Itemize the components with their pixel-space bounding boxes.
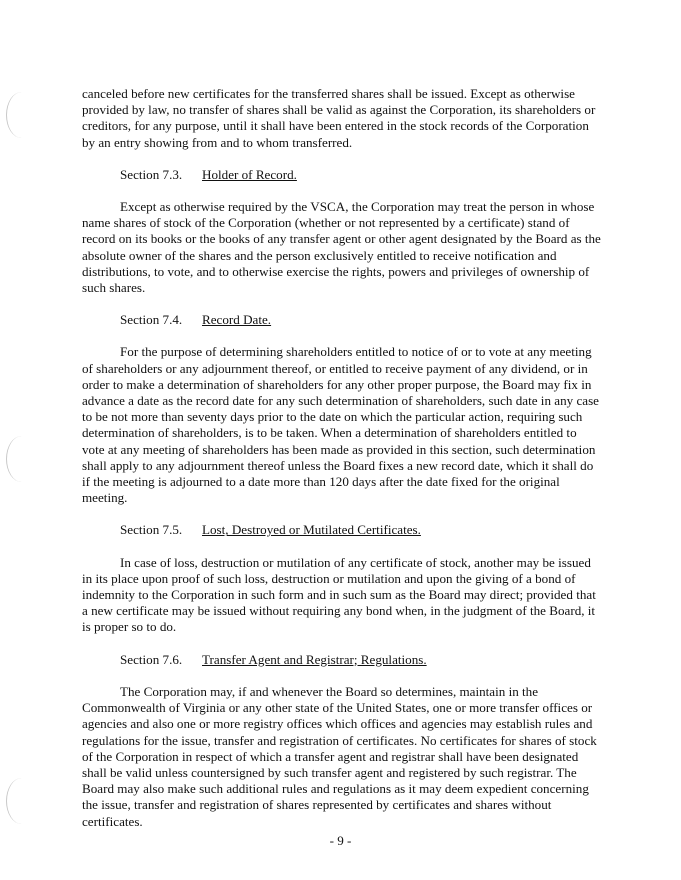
document-page [82,86,602,846]
section-7-6-heading [82,652,602,668]
section-7-4-number: Section 7.4. [120,312,183,328]
paragraph-holder-of-record: Except as otherwise required by the VSCA, the Corporation may treat the person in whose name shares of stock of the Corporation (whether or not represented by a certificate) stand of record on its books or the books of any transfer agent or other agent designated by the Board as the absolute owner of the shares and the person exclusively entitled to receive notification and distributions, to vote, and to otherwise exercise the rights, powers and privileges of ownership of such shares. [82,199,601,296]
section-7-5-number: Section 7.5. [120,522,183,538]
binder-hole-mark-top [6,92,37,138]
section-7-5-heading [82,522,602,538]
paragraph-transfer-continuation: canceled before new certificates for the transferred shares shall be issued. Except as otherwise provided by law, no transfer of shares shall be valid as against the Corporation, its shareholders or creditors, for any purpose, until it shall have been entered in the stock records of the Corporation by an entry showing from and to whom transferred. [82,86,596,150]
binder-hole-mark-bottom [6,778,37,824]
section-7-3-number: Section 7.3. [120,166,183,182]
section-7-3-heading [82,167,602,183]
section-7-3-title: Holder of Record. [202,166,297,182]
section-7-6-title: Transfer Agent and Registrar; Regulations. [202,651,427,667]
page-number: - 9 - [329,833,352,848]
section-7-4-title: Record Date. [202,312,272,328]
paragraph-lost-certificates: In case of loss, destruction or mutilation of any certificate of stock, another may be issued in its place upon proof of such loss, destruction or mutilation and upon the giving of a bond of indemnity to the Corporation in such form and in such sum as the Board may direct; provided that a new certificate may be issued without requiring any bond when, in the judgment of the Board, it is proper so to do. [82,554,596,635]
section-7-4-heading [82,312,602,328]
binder-hole-mark-middle [6,436,37,482]
paragraph-transfer-agent: The Corporation may, if and whenever the Board so determines, maintain in the Commonwealth of Virginia or any other state of the United States, one or more transfer offices or agencies and also one or more registry offices which offices and agencies may establish rules and regulations for the issue, transfer and registration of certificates. No certificates for shares of stock of the Corporation in respect of which a transfer agent and registrar shall have been designated shall be valid unless countersigned by such transfer agent and registered by such registrar. The Board may also make such additional rules and regulations as it may deem expedient concerning the issue, transfer and registration of shares represented by certificates and shares without certificates. [82,683,597,829]
paragraph-record-date: For the purpose of determining shareholders entitled to notice of or to vote at any meeting of shareholders or any adjournment thereof, or entitled to receive payment of any dividend, or in order to make a determination of shareholders for any other proper purpose, the Board may fix in advance a date as the record date for any such determination of shareholders, such date in any case to be not more than seventy days prior to the date on which the particular action, requiring such determination of shareholders, is to be taken. When a determination of shareholders entitled to vote at any meeting of shareholders has been made as provided in this section, such determination shall apply to any adjournment thereof unless the Board fixes a new record date, which it shall do if the meeting is adjourned to a date more than 120 days after the date fixed for the original meeting. [82,344,599,506]
section-7-5-title: Lost, Destroyed or Mutilated Certificates. [202,522,421,538]
section-7-6-number: Section 7.6. [120,651,183,667]
